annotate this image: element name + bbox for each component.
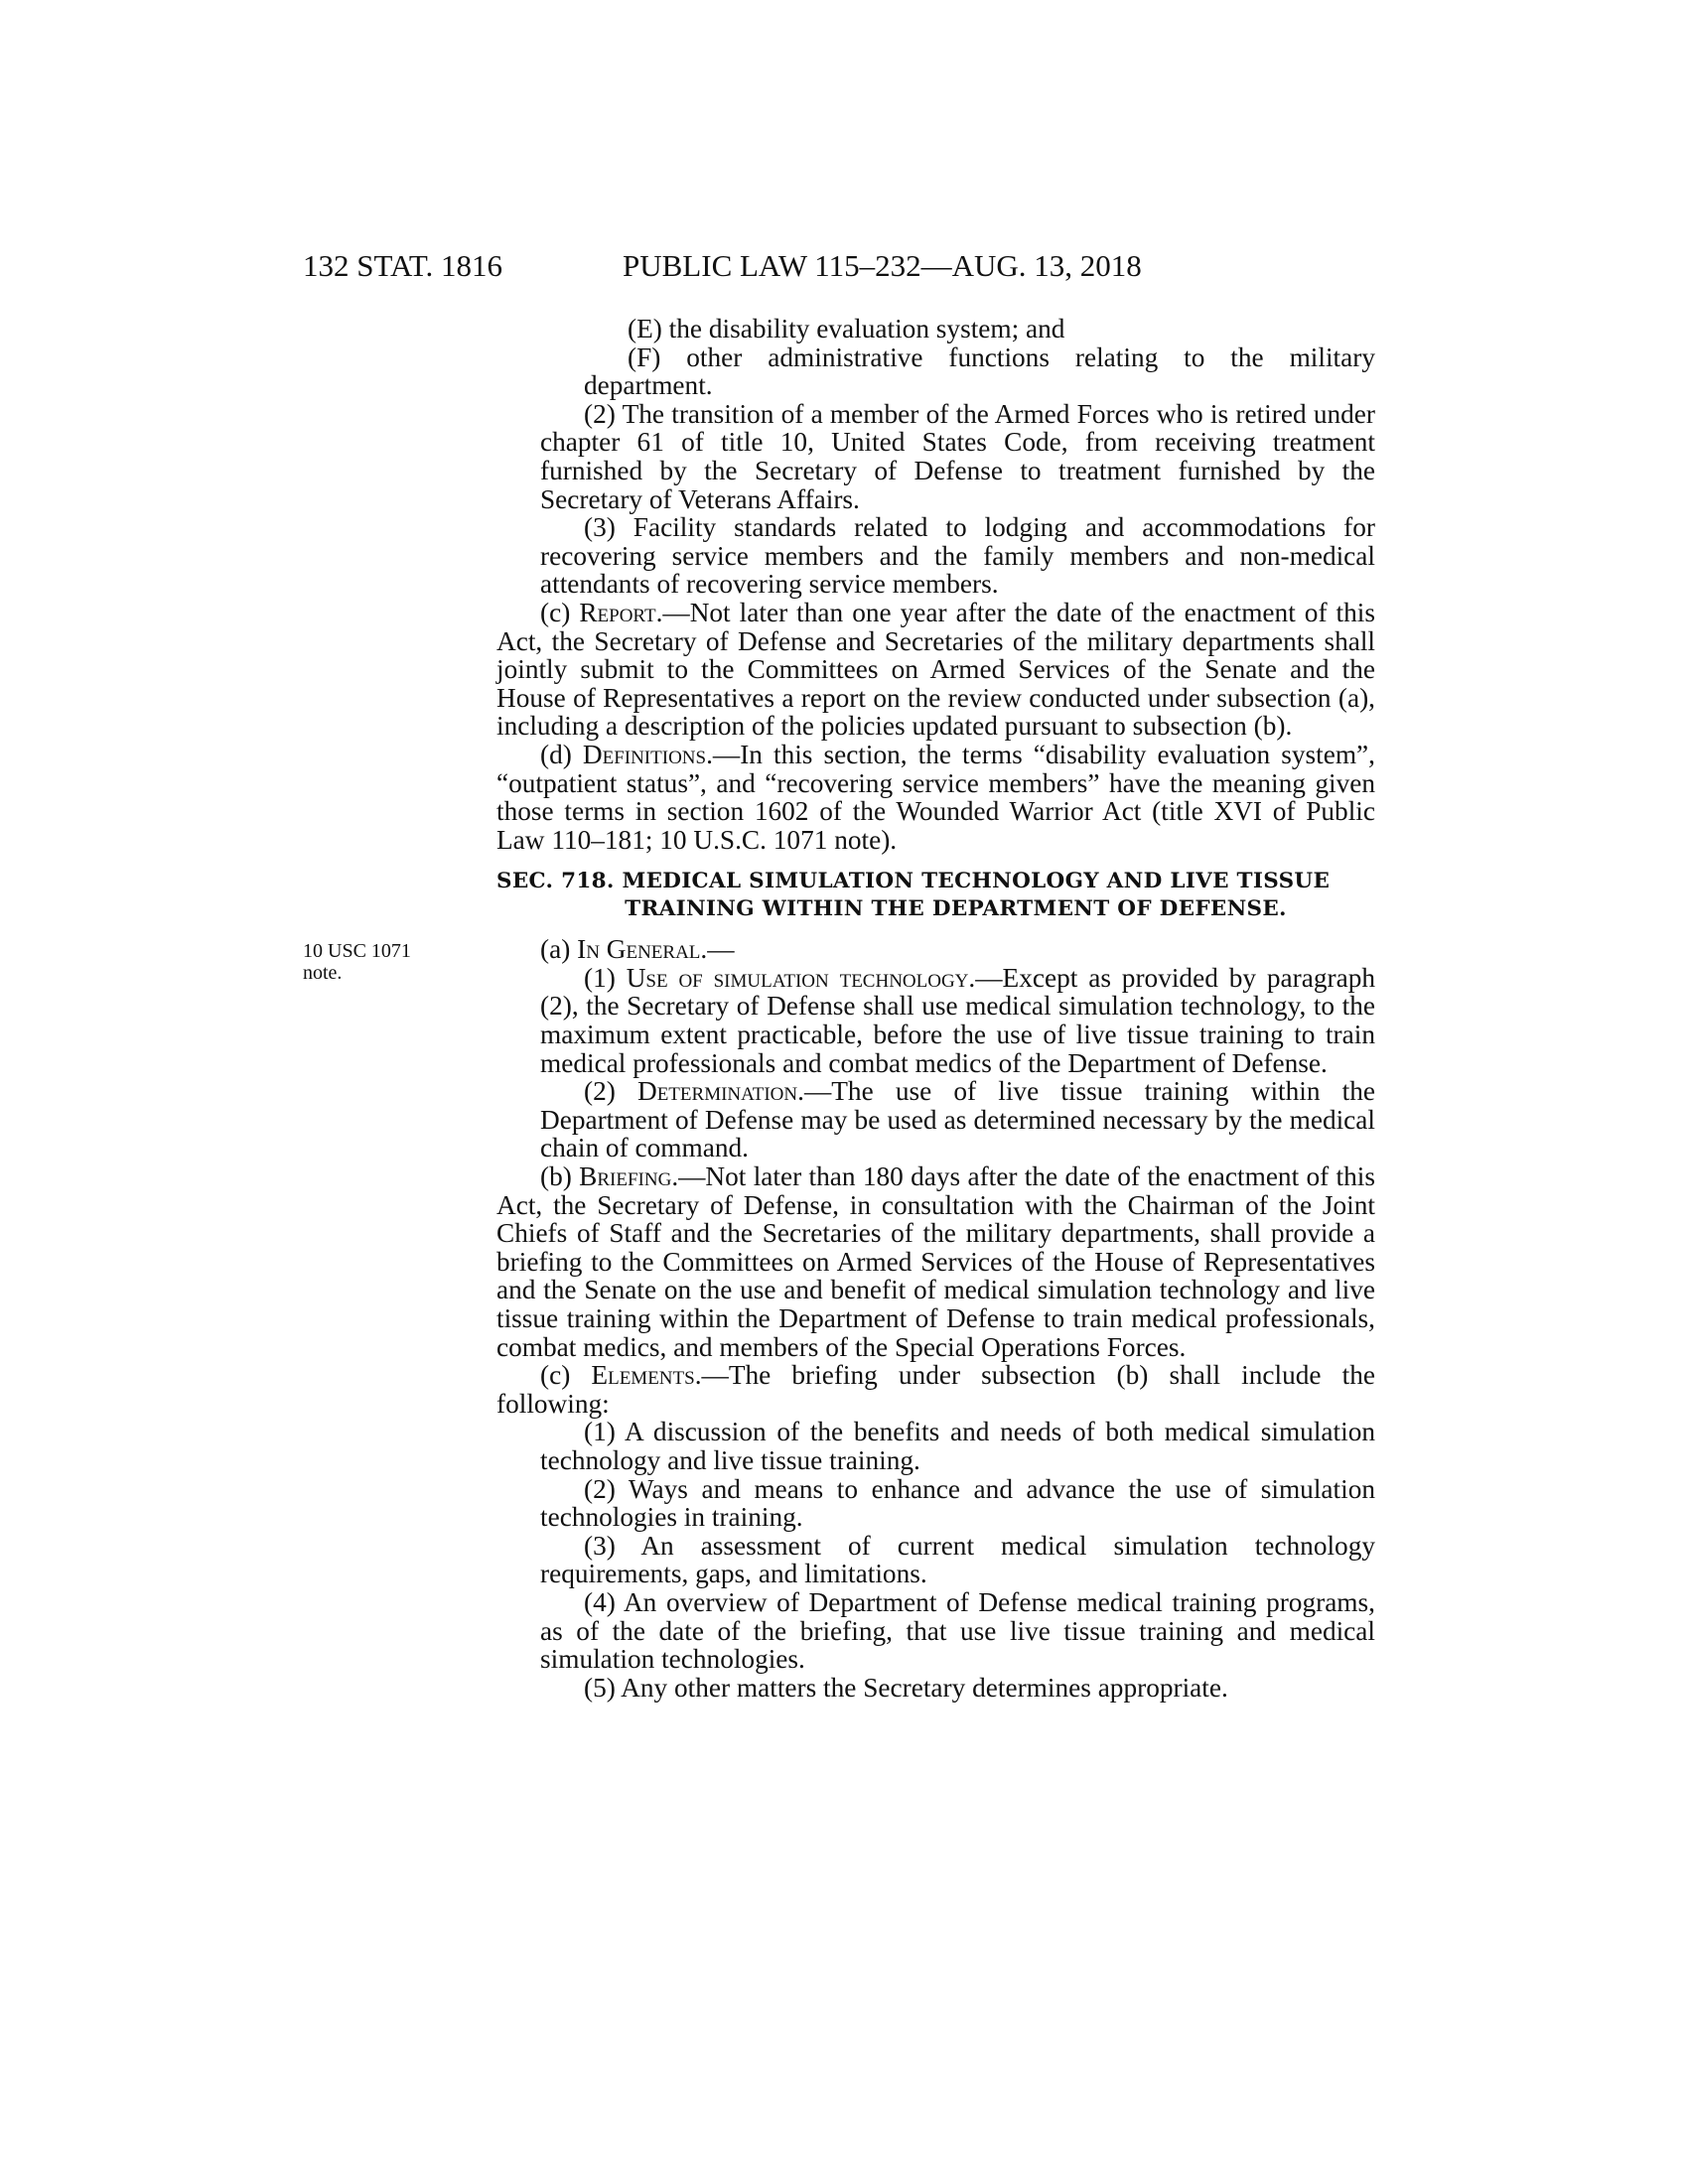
paragraph-1-use-of-simulation: (1) Use of simulation technology.—Except as provided by paragraph (2), the Secretary of Defense shall use medical simulation technology, to the maximum extent practicable, before the use of live tissue training to train medical professionals and combat medics of the Department of Defense. [540, 962, 1375, 1078]
statute-body [496, 315, 1375, 1702]
margin-note-line: note. [303, 962, 343, 984]
paragraph-heading: Use of simulation technology [626, 962, 969, 993]
subsection-heading: Report [579, 597, 656, 627]
subsection-heading: In General [577, 934, 701, 965]
subsection-c-report: (c) Report.—Not later than one year after the date of the enactment of this Act, the Secretary of Defense and Secretaries of the military departments shall jointly submit to the Committees on Armed Services of the Senate and the House of Representatives a report on the review conducted under subsection (a), including a description of the policies updated pursuant to subsection (b). [496, 597, 1375, 742]
subsection-a-in-general: (a) In General.— [540, 934, 735, 965]
public-law-title: PUBLIC LAW 115–232—AUG. 13, 2018 [623, 248, 1142, 283]
element-5: (5) Any other matters the Secretary determines appropriate. [584, 1672, 1228, 1703]
element-4: (4) An overview of Department of Defense medical training programs, as of the date of the briefing, that use live tissue training and medical simulation technologies. [540, 1586, 1375, 1675]
element-1: (1) A discussion of the benefits and needs of both medical simulation technology and live tissue training. [540, 1417, 1375, 1475]
margin-note [303, 940, 477, 984]
paragraph-2-transition: (2) The transition of a member of the Armed Forces who is retired under chapter 61 of title 10, United States Code, from receiving treatment furnished by the Secretary of Defense to treatment furnished by the Secretary of Veterans Affairs. [540, 398, 1375, 514]
element-2: (2) Ways and means to enhance and advance the use of simulation technologies in training. [540, 1473, 1375, 1533]
subsection-b-briefing: (b) Briefing.—Not later than 180 days after the date of the enactment of this Act, the Secretary of Defense, in consultation with the Chairman of the Joint Chiefs of Staff and the Secretaries of the military departments, shall provide a briefing to the Committees on Armed Services of the House of Representatives and the Senate on the use and benefit of medical simulation technology and live tissue training within the Department of Defense to train medical professionals, combat medics, and members of the Special Operations Forces. [496, 1161, 1375, 1362]
page-header [0, 248, 1688, 292]
paragraph-2-determination: (2) Determination.—The use of live tissue training within the Department of Defense may be used as determined necessary by the medical chain of command. [540, 1076, 1375, 1163]
paragraph-heading: Determination [636, 1076, 798, 1107]
element-3: (3) An assessment of current medical simulation technology requirements, gaps, and limitations. [540, 1530, 1375, 1589]
paragraph-3-facility: (3) Facility standards related to lodging and accommodations for recovering service members and the family members and non-medical attendants of recovering service members. [540, 512, 1375, 600]
paragraph-f: (F) other administrative functions relating to the military department. [584, 341, 1375, 401]
subsection-heading: Briefing [579, 1161, 672, 1192]
stat-page-number: 132 STAT. 1816 [303, 248, 503, 283]
subsection-heading: Definitions [582, 739, 707, 769]
section-heading [496, 868, 1375, 923]
subsection-heading: Elements [591, 1360, 695, 1391]
section-heading-line-1: SEC. 718. MEDICAL SIMULATION TECHNOLOGY AND LIVE TISSUE [496, 869, 1331, 894]
subsection-c-elements: (c) Elements.—The briefing under subsection (b) shall include the following: [496, 1360, 1375, 1419]
margin-note-line: 10 USC 1071 [303, 940, 411, 962]
section-heading-line-2: TRAINING WITHIN THE DEPARTMENT OF DEFENSE. [625, 896, 1287, 922]
subsection-d-definitions: (d) Definitions.—In this section, the terms “disability evaluation system”, “outpatient status”, and “recovering service members” have the meaning given those terms in section 1602 of the Wounded Warrior Act (title XVI of Public Law 110–181; 10 U.S.C. 1071 note). [496, 739, 1375, 855]
paragraph-e: (E) the disability evaluation system; and [628, 314, 1065, 343]
